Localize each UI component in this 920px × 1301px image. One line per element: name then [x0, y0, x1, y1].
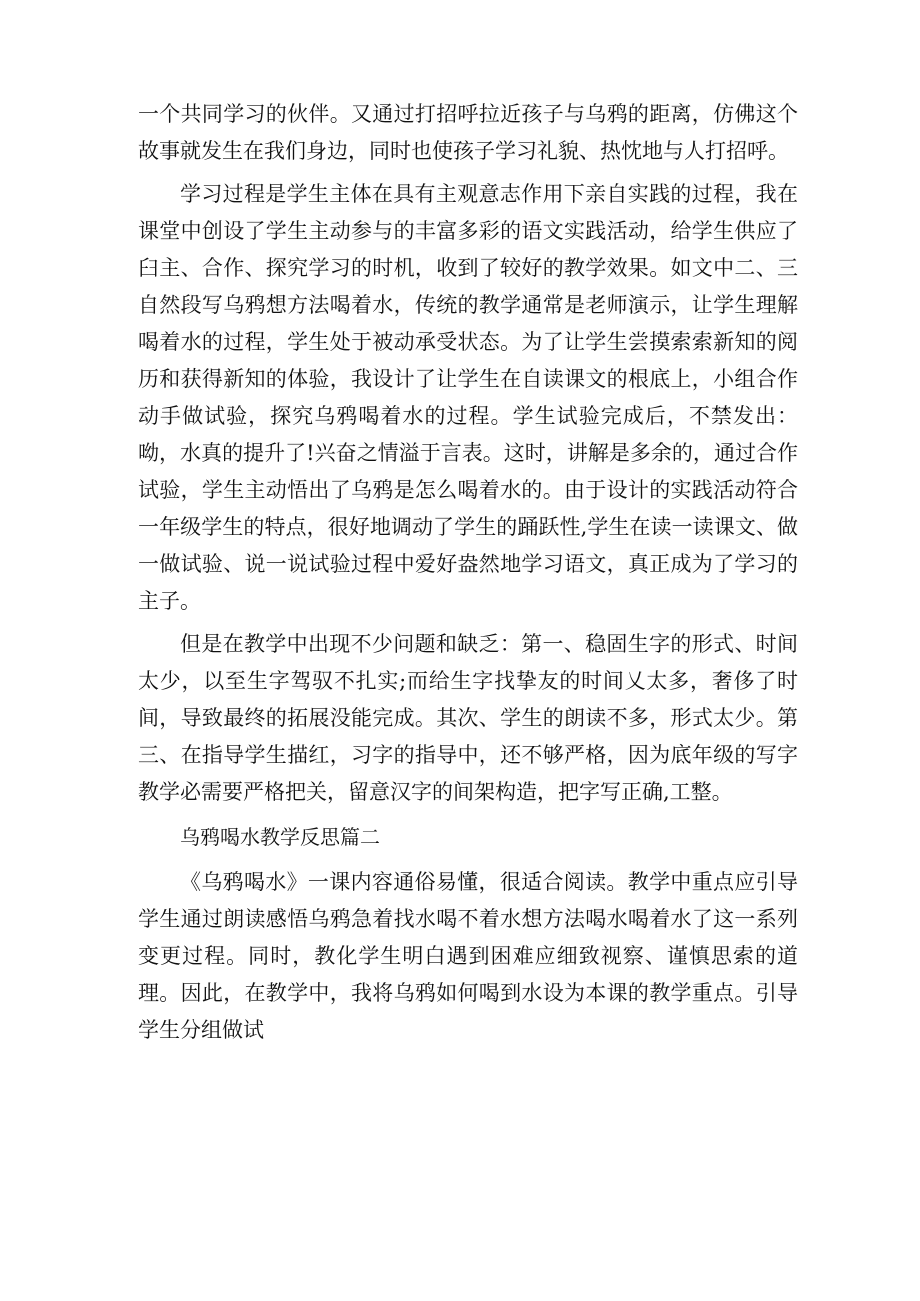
paragraph-problems: 但是在教学中出现不少问题和缺乏：第一、稳固生字的形式、时间太少，以至生字驾驭不扎实;而给生字找挚友的时间乂太多，奢侈了时间，导致最终的拓展没能完成。其次、学生的朗读不多，形式太少。第三、在指导学生描红，习字的指导中，还不够严格，因为底年级的写字教学必需要严格把关，留意汉字的间架构造，把字写正确,工整。 — [138, 632, 798, 804]
section-heading: 乌鸦喝水教学反思篇二 — [180, 825, 380, 849]
paragraph-continuation: 一个共同学习的伙伴。又通过打招呼拉近孩子与乌鸦的距离，仿佛这个故事就发生在我们身边，同时也使孩子学习礼貌、热忱地与人打招呼。 — [138, 102, 798, 163]
document-body — [138, 96, 798, 1049]
paragraph-learning-process: 学习过程是学生主体在具有主观意志作用下亲自实践的过程，我在课堂中创设了学生主动参与的丰富多彩的语文实践活动，给学生供应了臼主、合作、探究学习的时机，收到了较好的教学效果。如文中二、三自然段写乌鸦想方法喝着水，传统的教学通常是老师演示，让学生理解喝着水的过程，学生处于被动承受状态。为了让学生尝摸索索新知的阅历和获得新知的体验，我设计了让学生在自读课文的根底上，小组合作动手做试验，探究乌鸦喝着水的过程。学生试验完成后，不禁发出：呦，水真的提升了!兴奋之情溢于言表。这时，讲解是多余的，通过合作试验，学生主动悟出了乌鸦是怎么喝着水的。由于设计的实践活动符合一年级学生的特点，很好地调动了学生的踊跃性,学生在读一读课文、做一做试验、说一说试验过程中爱好盎然地学习语文，真正成为了学习的主子。 — [138, 182, 798, 613]
paragraph-lesson-intro: 《乌鸦喝水》一课内容通俗易懂，很适合阅读。教学中重点应引导学生通过朗读感悟乌鸦急着找水喝不着水想方法喝水喝着水了这一系列变更过程。同时，教化学生明白遇到困难应细致视察、谨慎思索的道理。因此，在教学中，我将乌鸦如何喝到水设为本课的教学重点。引导学生分组做试 — [138, 870, 798, 1042]
